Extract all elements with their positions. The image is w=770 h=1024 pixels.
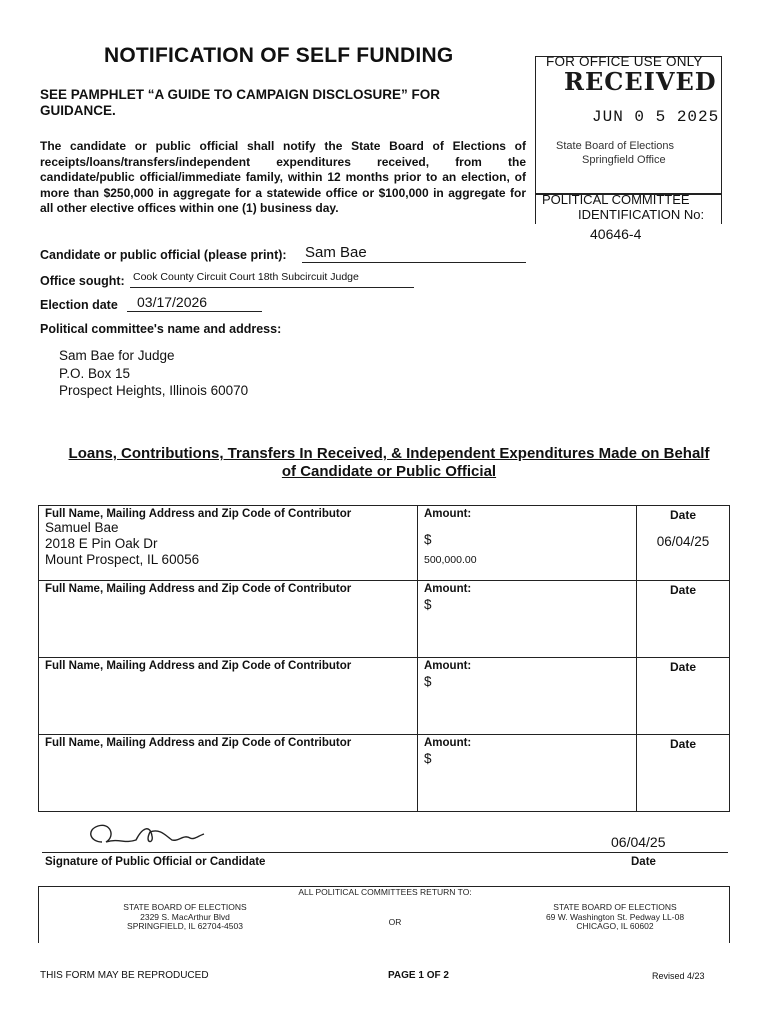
chicago-line-1: STATE BOARD OF ELECTIONS	[553, 902, 677, 912]
election-label: Election date	[40, 298, 118, 312]
candidate-underline	[302, 262, 526, 263]
pamphlet-note: SEE PAMPHLET “A GUIDE TO CAMPAIGN DISCLOSURE” FOR GUIDANCE.	[40, 87, 441, 118]
date-value: 06/04/25	[656, 534, 710, 549]
candidate-label: Candidate or public official (please print):	[40, 248, 287, 262]
amount-cell[interactable]	[418, 581, 637, 658]
signature-line	[42, 852, 728, 853]
intro-text: The candidate or public official shall notify the State Board of Elections of receipts/loans/transfers/independent expenditures received, from the candidate/public official/immediate family, within 12 months prior to an election, of more than $250,000 in aggregate for a statewide office or $100,000 in aggregate for all other elective offices within one (1) business day.	[40, 139, 526, 215]
currency-symbol: $	[424, 751, 432, 766]
table-row	[39, 658, 730, 735]
date-cell[interactable]	[637, 581, 730, 658]
return-note: ALL POLITICAL COMMITTEES RETURN TO:	[298, 887, 472, 897]
committee-id-label-2: IDENTIFICATION No:	[578, 207, 705, 222]
office-use-header: FOR OFFICE USE ONLY	[546, 54, 703, 69]
committee-city: Prospect Heights, Illinois 60070	[59, 383, 249, 398]
committee-id-value: 40646-4	[590, 226, 642, 242]
contributor-header: Full Name, Mailing Address and Zip Code of Contributor	[45, 660, 352, 672]
contributor-cell[interactable]	[39, 581, 418, 658]
signature-label: Signature of Public Official or Candidate	[45, 856, 266, 868]
committee-label: Political committee's name and address:	[40, 322, 282, 336]
currency-symbol: $	[424, 674, 432, 689]
amount-cell[interactable]	[418, 735, 637, 812]
page-number: PAGE 1 OF 2	[388, 970, 449, 981]
amount-header: Amount:	[424, 737, 472, 749]
chicago-line-2: 69 W. Washington St. Pedway LL-08	[545, 911, 685, 922]
table-row	[39, 735, 730, 812]
revision-note: Revised 4/23	[652, 971, 705, 981]
contributor-header: Full Name, Mailing Address and Zip Code of Contributor	[45, 583, 352, 595]
reproduce-note: THIS FORM MAY BE REPRODUCED	[40, 970, 209, 981]
contributor-address-2: Mount Prospect, IL 60056	[45, 552, 200, 567]
amount-header: Amount:	[424, 508, 472, 520]
currency-symbol: $	[424, 532, 432, 547]
table-row	[39, 581, 730, 658]
stamp-agency: State Board of Elections	[556, 140, 675, 152]
date-header: Date	[669, 737, 696, 751]
springfield-line-3: SPRINGFIELD, IL 62704-4503	[127, 921, 243, 931]
contributor-cell[interactable]	[39, 506, 418, 581]
office-value[interactable]: Cook County Circuit Court 18th Subcircuit Judge	[133, 271, 359, 283]
amount-header: Amount:	[424, 583, 472, 595]
candidate-value[interactable]: Sam Bae	[305, 244, 367, 261]
amount-cell[interactable]	[418, 658, 637, 735]
contributor-cell[interactable]	[39, 735, 418, 812]
committee-id-label-1: POLITICAL COMMITTEE	[542, 192, 690, 207]
amount-cell[interactable]	[418, 506, 637, 581]
election-underline	[127, 311, 262, 312]
section-title	[44, 445, 734, 481]
contributor-address-1: 2018 E Pin Oak Dr	[45, 536, 158, 551]
date-header: Date	[669, 660, 696, 674]
committee-name: Sam Bae for Judge	[59, 348, 175, 363]
signature-date-label: Date	[631, 856, 656, 868]
date-cell[interactable]	[637, 735, 730, 812]
springfield-line-1: STATE BOARD OF ELECTIONS	[123, 902, 247, 912]
contributor-cell[interactable]	[39, 658, 418, 735]
form-title: NOTIFICATION OF SELF FUNDING	[104, 44, 454, 67]
or-text: OR	[388, 917, 402, 927]
date-header: Date	[669, 508, 696, 522]
chicago-line-3: CHICAGO, IL 60602	[576, 921, 654, 931]
signature-scribble	[80, 814, 220, 854]
contributor-name: Samuel Bae	[45, 520, 119, 535]
section-title-line-1: Loans, Contributions, Transfers In Received, & Independent Expenditures Made on Behalf	[68, 445, 710, 462]
committee-po-box: P.O. Box 15	[59, 365, 131, 381]
date-cell[interactable]	[637, 658, 730, 735]
stamp-office: Springfield Office	[582, 154, 666, 166]
currency-symbol: $	[424, 597, 432, 612]
contributor-header: Full Name, Mailing Address and Zip Code of Contributor	[45, 737, 352, 749]
date-cell[interactable]	[637, 506, 730, 581]
stamp-date: JUN 0 5 2025	[592, 108, 720, 126]
contributor-header: Full Name, Mailing Address and Zip Code of Contributor	[45, 508, 352, 520]
amount-header: Amount:	[424, 660, 472, 672]
office-label: Office sought:	[40, 274, 125, 288]
section-title-line-2: of Candidate or Public Official	[281, 463, 497, 480]
date-header: Date	[669, 583, 696, 597]
received-stamp: RECEIVED	[564, 67, 717, 96]
table-row	[39, 506, 730, 581]
springfield-line-2: 2329 S. MacArthur Blvd	[140, 911, 230, 922]
contributions-table	[38, 505, 730, 812]
chicago-address	[520, 903, 710, 932]
springfield-address	[90, 903, 280, 932]
election-value[interactable]: 03/17/2026	[137, 294, 208, 310]
signature-date[interactable]: 06/04/25	[611, 834, 666, 850]
committee-address	[59, 347, 248, 400]
amount-value: 500,000.00	[424, 554, 477, 566]
office-underline	[130, 287, 414, 288]
